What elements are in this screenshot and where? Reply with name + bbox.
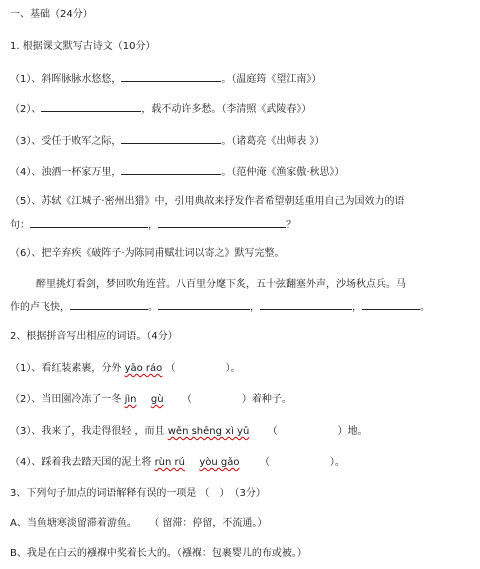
pinyin: gù xyxy=(150,394,164,405)
poem-line-1: 醉里挑灯看剑，梦回吹角连营。八百里分麾下炙，五十弦翻塞外声，沙场秋点兵。马 xyxy=(36,279,406,290)
q1-item-5-line2 xyxy=(10,217,296,233)
answer-blank[interactable] xyxy=(70,299,148,310)
pinyin: yāo ráo xyxy=(124,363,163,374)
q1-item-1 xyxy=(10,71,321,87)
pinyin: rùn rú xyxy=(154,457,185,468)
answer-blank[interactable] xyxy=(121,71,221,82)
q3-option-a xyxy=(10,517,267,531)
q2-item-4-pre: （4）、踩着我去踏天国的泥土将 xyxy=(10,457,152,468)
q3-option-b-note: （襁褓：包裹婴儿的布或被。） xyxy=(176,548,307,559)
q1-item-5-mid: ， xyxy=(148,220,158,231)
sep: ， xyxy=(352,302,362,313)
q1-item-4-post: 。（范仲淹《渔家傲·秋思》） xyxy=(221,167,345,178)
q2-item-3-post: （ ）地。 xyxy=(267,426,368,437)
q3-option-b-text: B、我是在白云的襁褓中奖着长大的。 xyxy=(10,548,177,559)
poem-line-2 xyxy=(10,299,430,315)
q2-item-3-pre: （3）、我来了，我走得很轻 ，而且 xyxy=(10,426,165,437)
q2-item-3 xyxy=(10,425,368,439)
q2-item-2-post: （ ）着种子。 xyxy=(181,394,292,405)
q1-item-3 xyxy=(10,133,325,149)
answer-blank[interactable] xyxy=(121,164,221,175)
q1-item-5-pre: 句： xyxy=(10,220,30,231)
poem-line-2-pre: 作的卢飞快， xyxy=(10,302,70,313)
q1-item-3-post: 。（诸葛亮《出师表 》） xyxy=(221,136,325,147)
q1-item-1-pre: （1）、斜晖脉脉水悠悠， xyxy=(10,74,122,85)
question-1-title: 1. 根据课文默写古诗文（10分） xyxy=(10,41,156,52)
answer-blank[interactable] xyxy=(158,299,250,310)
pinyin: wěn shēng xì yǔ xyxy=(167,426,250,437)
q1-item-1-post: 。（温庭筠《望江南》） xyxy=(221,74,322,85)
sep: 。 xyxy=(148,302,158,313)
q2-item-2 xyxy=(10,393,292,407)
pinyin: yòu gǎo xyxy=(199,457,240,468)
q1-item-4 xyxy=(10,164,345,180)
sep: ， xyxy=(250,302,260,313)
q3-option-b xyxy=(10,547,307,561)
answer-blank[interactable] xyxy=(41,101,141,112)
q1-item-2-post: ，载不动许多愁。（李清照《武陵春》） xyxy=(141,104,312,115)
q1-item-2 xyxy=(10,101,311,117)
q2-item-1-post: （ ）。 xyxy=(165,363,241,374)
q1-item-3-pre: （3）、受任于败军之际， xyxy=(10,136,122,147)
answer-blank[interactable] xyxy=(121,133,221,144)
q1-item-5-line1: （5）、苏轼《江城子·密州出猎》中，引用典故来抒发作者希望朝廷重用自己为国效力的语 xyxy=(10,196,405,207)
question-3-title: 3、下列句子加点的词语解释有误的一项是 （ ） （3分） xyxy=(10,488,266,499)
section-title: 一、基础（24分） xyxy=(10,9,93,20)
question-2-title: 2、根据拼音写出相应的词语。（4分） xyxy=(10,331,178,342)
answer-blank[interactable] xyxy=(362,299,420,310)
sep: 。 xyxy=(420,302,430,313)
q1-item-4-pre: （4）、浊酒一杯家万里， xyxy=(10,167,122,178)
pinyin: jìn xyxy=(124,394,137,405)
q2-item-4 xyxy=(10,456,345,470)
answer-blank[interactable] xyxy=(30,217,148,228)
q1-item-2-pre: （2）、 xyxy=(10,104,42,115)
q2-item-1-pre: （1）、看红装素裹，分外 xyxy=(10,363,122,374)
answer-blank[interactable] xyxy=(260,299,352,310)
q3-option-a-text: A、当鱼塘寒淡留滞着游鱼。 xyxy=(10,518,137,529)
answer-blank[interactable] xyxy=(158,217,286,228)
q2-item-2-pre: （2）、当田園冷冻了一冬 xyxy=(10,394,122,405)
q2-item-4-post: （ ）。 xyxy=(259,457,345,468)
q2-item-1 xyxy=(10,362,240,376)
q1-item-6-title: （6）、把辛弃疾《破阵子·为陈同甫赋壮词以寄之》默写完整。 xyxy=(10,248,285,259)
q1-item-5-post: ？ xyxy=(286,220,296,231)
q3-option-a-note: （ 留滞：停留，不流通。） xyxy=(149,518,268,529)
